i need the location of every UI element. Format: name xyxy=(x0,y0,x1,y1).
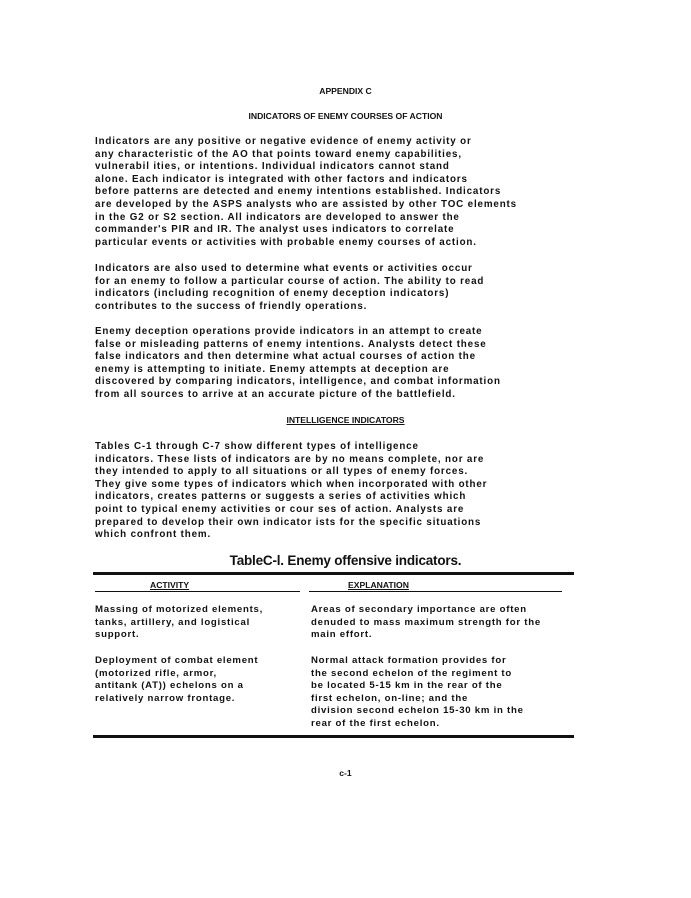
text-line: rear of the first echelon. xyxy=(311,717,440,729)
appendix-label: APPENDIX C xyxy=(319,86,372,96)
page-number: c-1 xyxy=(339,768,352,778)
header-divider xyxy=(309,591,562,592)
text-line: particular events or activities with probable enemy courses of action. xyxy=(95,236,477,248)
text-line: antitank (AT)) echelons on a xyxy=(95,680,244,692)
text-line: discovered by comparing indicators, intelligence, and combat information xyxy=(95,376,501,388)
text-line: indicators (including recognition of enemy deception indicators) xyxy=(95,288,450,300)
text-line: (motorized rifle, armor, xyxy=(95,667,217,679)
table-top-rule xyxy=(93,572,574,575)
text-line: which confront them. xyxy=(95,529,212,541)
text-line: Enemy deception operations provide indicators in an attempt to create xyxy=(95,326,483,337)
paragraph-2 xyxy=(95,263,565,313)
text-line: Indicators are also used to determine what events or activities occur xyxy=(95,263,473,274)
column-header-activity-label: ACTIVITY xyxy=(150,580,190,590)
text-line: Tables C-1 through C-7 show different types of intelligence xyxy=(95,441,419,452)
table-cell-activity xyxy=(95,655,258,705)
text-line: tanks, artillery, and logistical xyxy=(95,616,250,628)
paragraph-3 xyxy=(95,326,565,402)
text-line: from all sources to arrive at an accurate picture of the battlefield. xyxy=(95,388,456,400)
text-line: prepared to develop their own indicator ists for the specific situations xyxy=(95,516,482,528)
text-line: Deployment of combat element xyxy=(95,655,259,666)
text-line: commander's PIR and IR. The analyst uses indicators to correlate xyxy=(95,224,455,236)
text-line: indicators, creates patterns or suggests a series of activities which xyxy=(95,491,467,503)
text-line: for an enemy to follow a particular course of action. The ability to read xyxy=(95,275,485,287)
column-header-explanation-label: EXPLANATION xyxy=(348,580,409,590)
text-line: division second echelon 15-30 km in the xyxy=(311,705,524,717)
text-line: be located 5-15 km in the rear of the xyxy=(311,680,503,692)
section-heading xyxy=(0,415,691,425)
text-line: the second echelon of the regiment to xyxy=(311,667,512,679)
text-line: before patterns are detected and enemy intentions established. Indicators xyxy=(95,186,502,198)
text-line: enemy is attempting to initiate. Enemy attempts at deception are xyxy=(95,363,450,375)
text-line: any characteristic of the AO that points toward enemy capabilities, xyxy=(95,148,462,160)
text-line: support. xyxy=(95,629,140,641)
text-line: Massing of motorized elements, xyxy=(95,604,264,615)
table-cell-explanation xyxy=(311,604,541,642)
text-line: they intended to apply to all situations or all types of enemy forces. xyxy=(95,466,469,478)
table-cell-activity xyxy=(95,604,263,642)
page-title: INDICATORS OF ENEMY COURSES OF ACTION xyxy=(248,111,443,121)
text-line: denuded to mass maximum strength for the xyxy=(311,616,541,628)
text-line: vulnerabil ities, or intentions. Individual indicators cannot stand xyxy=(95,161,450,173)
text-line: main effort. xyxy=(311,629,373,641)
text-line: point to typical enemy activities or cour ses of action. Analysts are xyxy=(95,503,465,515)
column-header-activity xyxy=(150,580,189,590)
text-line: false indicators and then determine what actual courses of action the xyxy=(95,351,476,363)
text-line: Indicators are any positive or negative evidence of enemy activity or xyxy=(95,136,472,147)
paragraph-4 xyxy=(95,441,565,542)
table-cell-explanation xyxy=(311,655,524,731)
text-line: They give some types of indicators which when incorporated with other xyxy=(95,478,488,490)
text-line: are developed by the ASPS analysts who are assisted by other TOC elements xyxy=(95,198,517,210)
text-line: Normal attack formation provides for xyxy=(311,655,507,666)
text-line: Areas of secondary importance are often xyxy=(311,604,527,615)
text-line: false or misleading patterns of enemy intentions. Analysts detect these xyxy=(95,338,487,350)
section-heading-text: INTELLIGENCE INDICATORS xyxy=(286,415,405,425)
column-header-explanation xyxy=(348,580,409,590)
text-line: alone. Each indicator is integrated with other factors and indicators xyxy=(95,173,468,185)
paragraph-1 xyxy=(95,136,565,249)
header-divider xyxy=(95,591,300,592)
text-line: contributes to the success of friendly operations. xyxy=(95,300,368,312)
text-line: indicators. These lists of indicators are by no means complete, nor are xyxy=(95,453,485,465)
text-line: relatively narrow frontage. xyxy=(95,692,236,704)
table-bottom-rule xyxy=(93,735,574,738)
table-caption: TableC-l. Enemy offensive indicators. xyxy=(229,553,462,568)
text-line: first echelon, on-line; and the xyxy=(311,692,469,704)
text-line: in the G2 or S2 section. All indicators are developed to answer the xyxy=(95,211,460,223)
